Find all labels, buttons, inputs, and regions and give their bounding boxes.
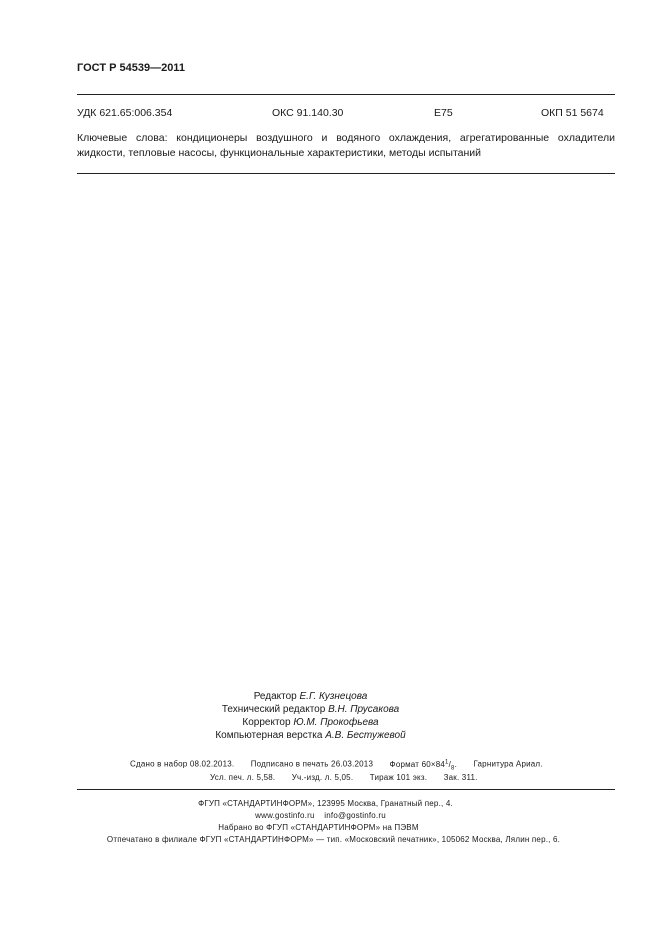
keywords-divider	[77, 173, 615, 174]
corrector-label: Корректор	[242, 717, 291, 728]
editor-label: Редактор	[253, 691, 297, 702]
email-link: info@gostinfo.ru	[324, 811, 386, 820]
publication-line-2	[210, 773, 478, 782]
group-code: Е75	[434, 107, 453, 119]
publisher-sheets: Уч.-изд. л. 5,05.	[291, 773, 354, 782]
submitted-date: Сдано в набор 08.02.2013.	[130, 759, 235, 769]
header-divider	[77, 94, 615, 95]
document-title: ГОСТ Р 54539—2011	[77, 62, 185, 74]
order-number: Зак. 311.	[443, 773, 478, 782]
editor-name: Е.Г. Кузнецова	[299, 691, 368, 702]
credit-tech-editor	[0, 704, 641, 715]
circulation: Тираж 101 экз.	[369, 773, 428, 782]
credit-editor	[0, 691, 641, 702]
tech-editor-name: В.Н. Прусакова	[328, 704, 400, 715]
keywords-text: Ключевые слова: кондиционеры воздушного и водяного охлаждения, агрегатированные охладители жидкости, тепловые насосы, функциональные характеристики, методы испытаний	[77, 132, 615, 159]
print-sheets: Усл. печ. л. 5,58.	[210, 773, 276, 782]
publication-line-1	[130, 759, 543, 771]
udk-code: УДК 621.65:006.354	[77, 107, 173, 119]
oks-code: ОКС 91.140.30	[272, 107, 344, 119]
publisher-contacts	[0, 811, 651, 820]
print-format: Формат $60\times 84^1/_8$.	[389, 759, 458, 772]
printed-note: Отпечатано в филиале ФГУП «СТАНДАРТИНФОРМ» — тип. «Московский печатник», 105062 Москва, Лялин пер., 6.	[106, 835, 561, 844]
signed-date: Подписано в печать 26.03.2013	[250, 759, 374, 769]
typeset-note: Набрано во ФГУП «СТАНДАРТИНФОРМ» на ПЭВМ	[218, 823, 419, 832]
publisher-address: ФГУП «СТАНДАРТИНФОРМ», 123995 Москва, Гранатный пер., 4.	[198, 799, 453, 808]
website-link: www.gostinfo.ru	[255, 811, 315, 820]
credit-layout	[0, 730, 641, 741]
footer-divider	[77, 789, 615, 790]
layout-name: А.В. Бестужевой	[325, 730, 406, 741]
typeface: Гарнитура Ариал.	[473, 759, 543, 769]
okp-code: ОКП 51 5674	[541, 107, 604, 119]
tech-editor-label: Технический редактор	[221, 704, 326, 715]
credit-corrector	[0, 717, 641, 728]
corrector-name: Ю.М. Прокофьева	[293, 717, 379, 728]
layout-label: Компьютерная верстка	[215, 730, 323, 741]
